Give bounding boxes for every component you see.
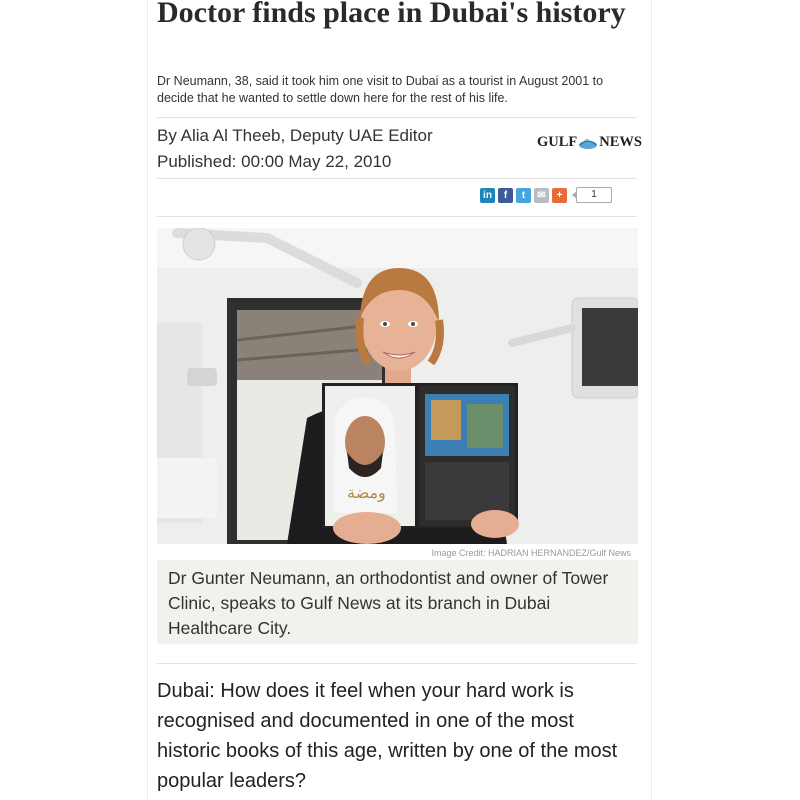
article-summary: Dr Neumann, 38, said it took him one visit to Dubai as a tourist in August 2001 to decide that he wanted to settle down here for the rest of his life.	[157, 74, 604, 105]
published-date: Published: 00:00 May 22, 2010	[157, 152, 392, 171]
byline-block	[157, 123, 433, 175]
author-byline: By Alia Al Theeb, Deputy UAE Editor	[157, 126, 433, 145]
logo-text-left: GULF	[537, 134, 578, 150]
twitter-icon[interactable]: t	[516, 188, 531, 203]
photo-caption: Dr Gunter Neumann, an orthodontist and owner of Tower Clinic, speaks to Gulf News at its branch in Dubai Healthcare City.	[168, 568, 609, 638]
facebook-icon[interactable]: f	[498, 188, 513, 203]
email-icon[interactable]: ✉	[534, 188, 549, 203]
clinic-photo-illustration	[157, 228, 638, 544]
article-headline: Doctor finds place in Dubai's history	[157, 0, 626, 29]
divider	[157, 663, 637, 664]
globe-icon	[578, 136, 598, 150]
share-bar	[480, 187, 612, 203]
article-page	[147, 0, 652, 800]
gulf-news-logo[interactable]	[537, 134, 642, 151]
article-lead-paragraph: Dubai: How does it feel when your hard work is recognised and documented in one of the most historic books of this age, written by one of the most popular leaders?	[157, 680, 618, 792]
divider	[157, 216, 637, 217]
linkedin-icon[interactable]: in	[480, 188, 495, 203]
share-count: 1	[576, 187, 612, 203]
photo-caption-box	[157, 560, 638, 644]
image-credit: Image Credit: HADRIAN HERNANDEZ/Gulf News	[431, 548, 631, 558]
divider	[157, 117, 637, 118]
svg-text:ومضة: ومضة	[347, 483, 386, 502]
logo-text-right: NEWS	[599, 134, 642, 150]
divider	[157, 178, 637, 179]
share-plus-icon[interactable]: +	[552, 188, 567, 203]
article-photo[interactable]	[157, 228, 638, 544]
